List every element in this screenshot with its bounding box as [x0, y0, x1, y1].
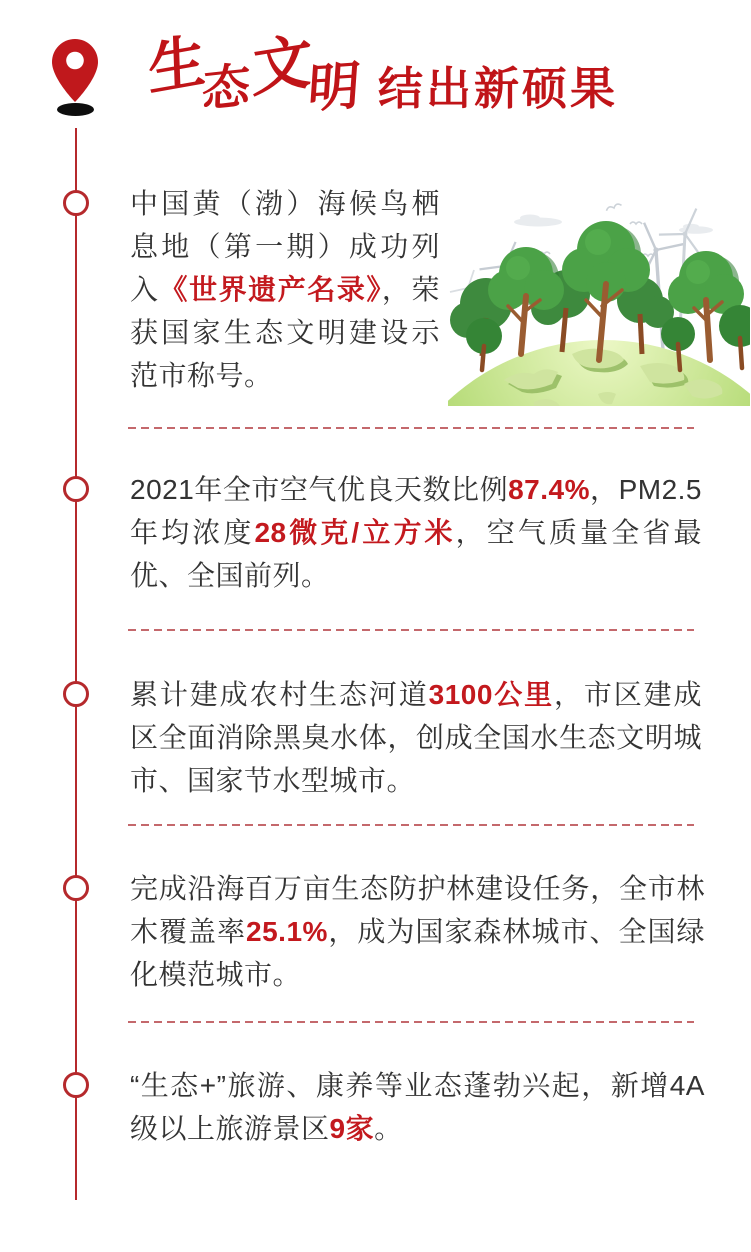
trees-group [450, 221, 750, 370]
map-pin-icon [52, 38, 98, 102]
highlight-text: 87.4% [508, 474, 591, 505]
dashed-separator [128, 427, 694, 429]
text-segment: ，市区建成区全面消除黑臭水体，创成全国水生态文明城市、国家节水型城市。 [130, 679, 702, 796]
timeline-node [63, 875, 89, 901]
highlight-text: 28微克/立方米 [254, 517, 456, 548]
highlight-text: 《世界遗产名录》 [159, 274, 382, 305]
timeline-item-rivers [130, 673, 702, 802]
calligraphy-title [146, 25, 378, 134]
text-segment: 。 [374, 1113, 403, 1144]
calligraphy-char: 态 [201, 57, 251, 119]
dashed-separator [128, 1021, 694, 1023]
timeline-node [63, 681, 89, 707]
text-segment: ，荣获国家生态文明建设示范市称号。 [130, 274, 440, 391]
timeline-node [63, 1072, 89, 1098]
item-text [130, 1064, 705, 1150]
text-segment: 累计建成农村生态河道 [130, 679, 429, 710]
text-segment: 完成沿海百万亩生态防护林建设任务，全市林木覆盖率 [130, 873, 705, 947]
cloud-icon [514, 215, 562, 227]
timeline-item-forest [130, 867, 705, 996]
item-text [130, 673, 702, 802]
highlight-text: 25.1% [246, 916, 328, 947]
timeline-item-air-quality [130, 468, 702, 597]
timeline-item-heritage [130, 182, 440, 397]
text-segment: ，空气质量全省最优、全国前列。 [130, 517, 702, 591]
calligraphy-char: 明 [305, 54, 363, 121]
dashed-separator [128, 824, 694, 826]
item-text [130, 867, 705, 996]
timeline-node [63, 476, 89, 502]
text-segment: 2021年全市空气优良天数比例 [130, 474, 509, 505]
page-title: 结出新硕果 [378, 63, 619, 114]
green-earth-illustration [448, 188, 750, 406]
text-segment: 中国黄（渤）海候鸟栖息地（第一期）成功列入 [130, 188, 440, 305]
pin-shadow-ellipse [57, 103, 94, 116]
text-segment: ，PM2.5年均浓度 [130, 474, 702, 548]
text-segment: ，成为国家森林城市、全国绿化模范城市。 [130, 916, 705, 990]
highlight-text: 9家 [329, 1113, 375, 1144]
calligraphy-char: 文 [251, 25, 313, 107]
dashed-separator [128, 629, 694, 631]
calligraphy-char: 生 [147, 25, 207, 105]
item-text [130, 468, 702, 597]
text-segment: “生态+”旅游、康养等业态蓬勃兴起，新增4A级以上旅游景区 [130, 1070, 705, 1144]
item-text [130, 182, 440, 397]
timeline-item-tourism [130, 1064, 705, 1150]
timeline-node [63, 190, 89, 216]
highlight-text: 3100公里 [428, 679, 555, 710]
timeline-line [75, 128, 77, 1200]
